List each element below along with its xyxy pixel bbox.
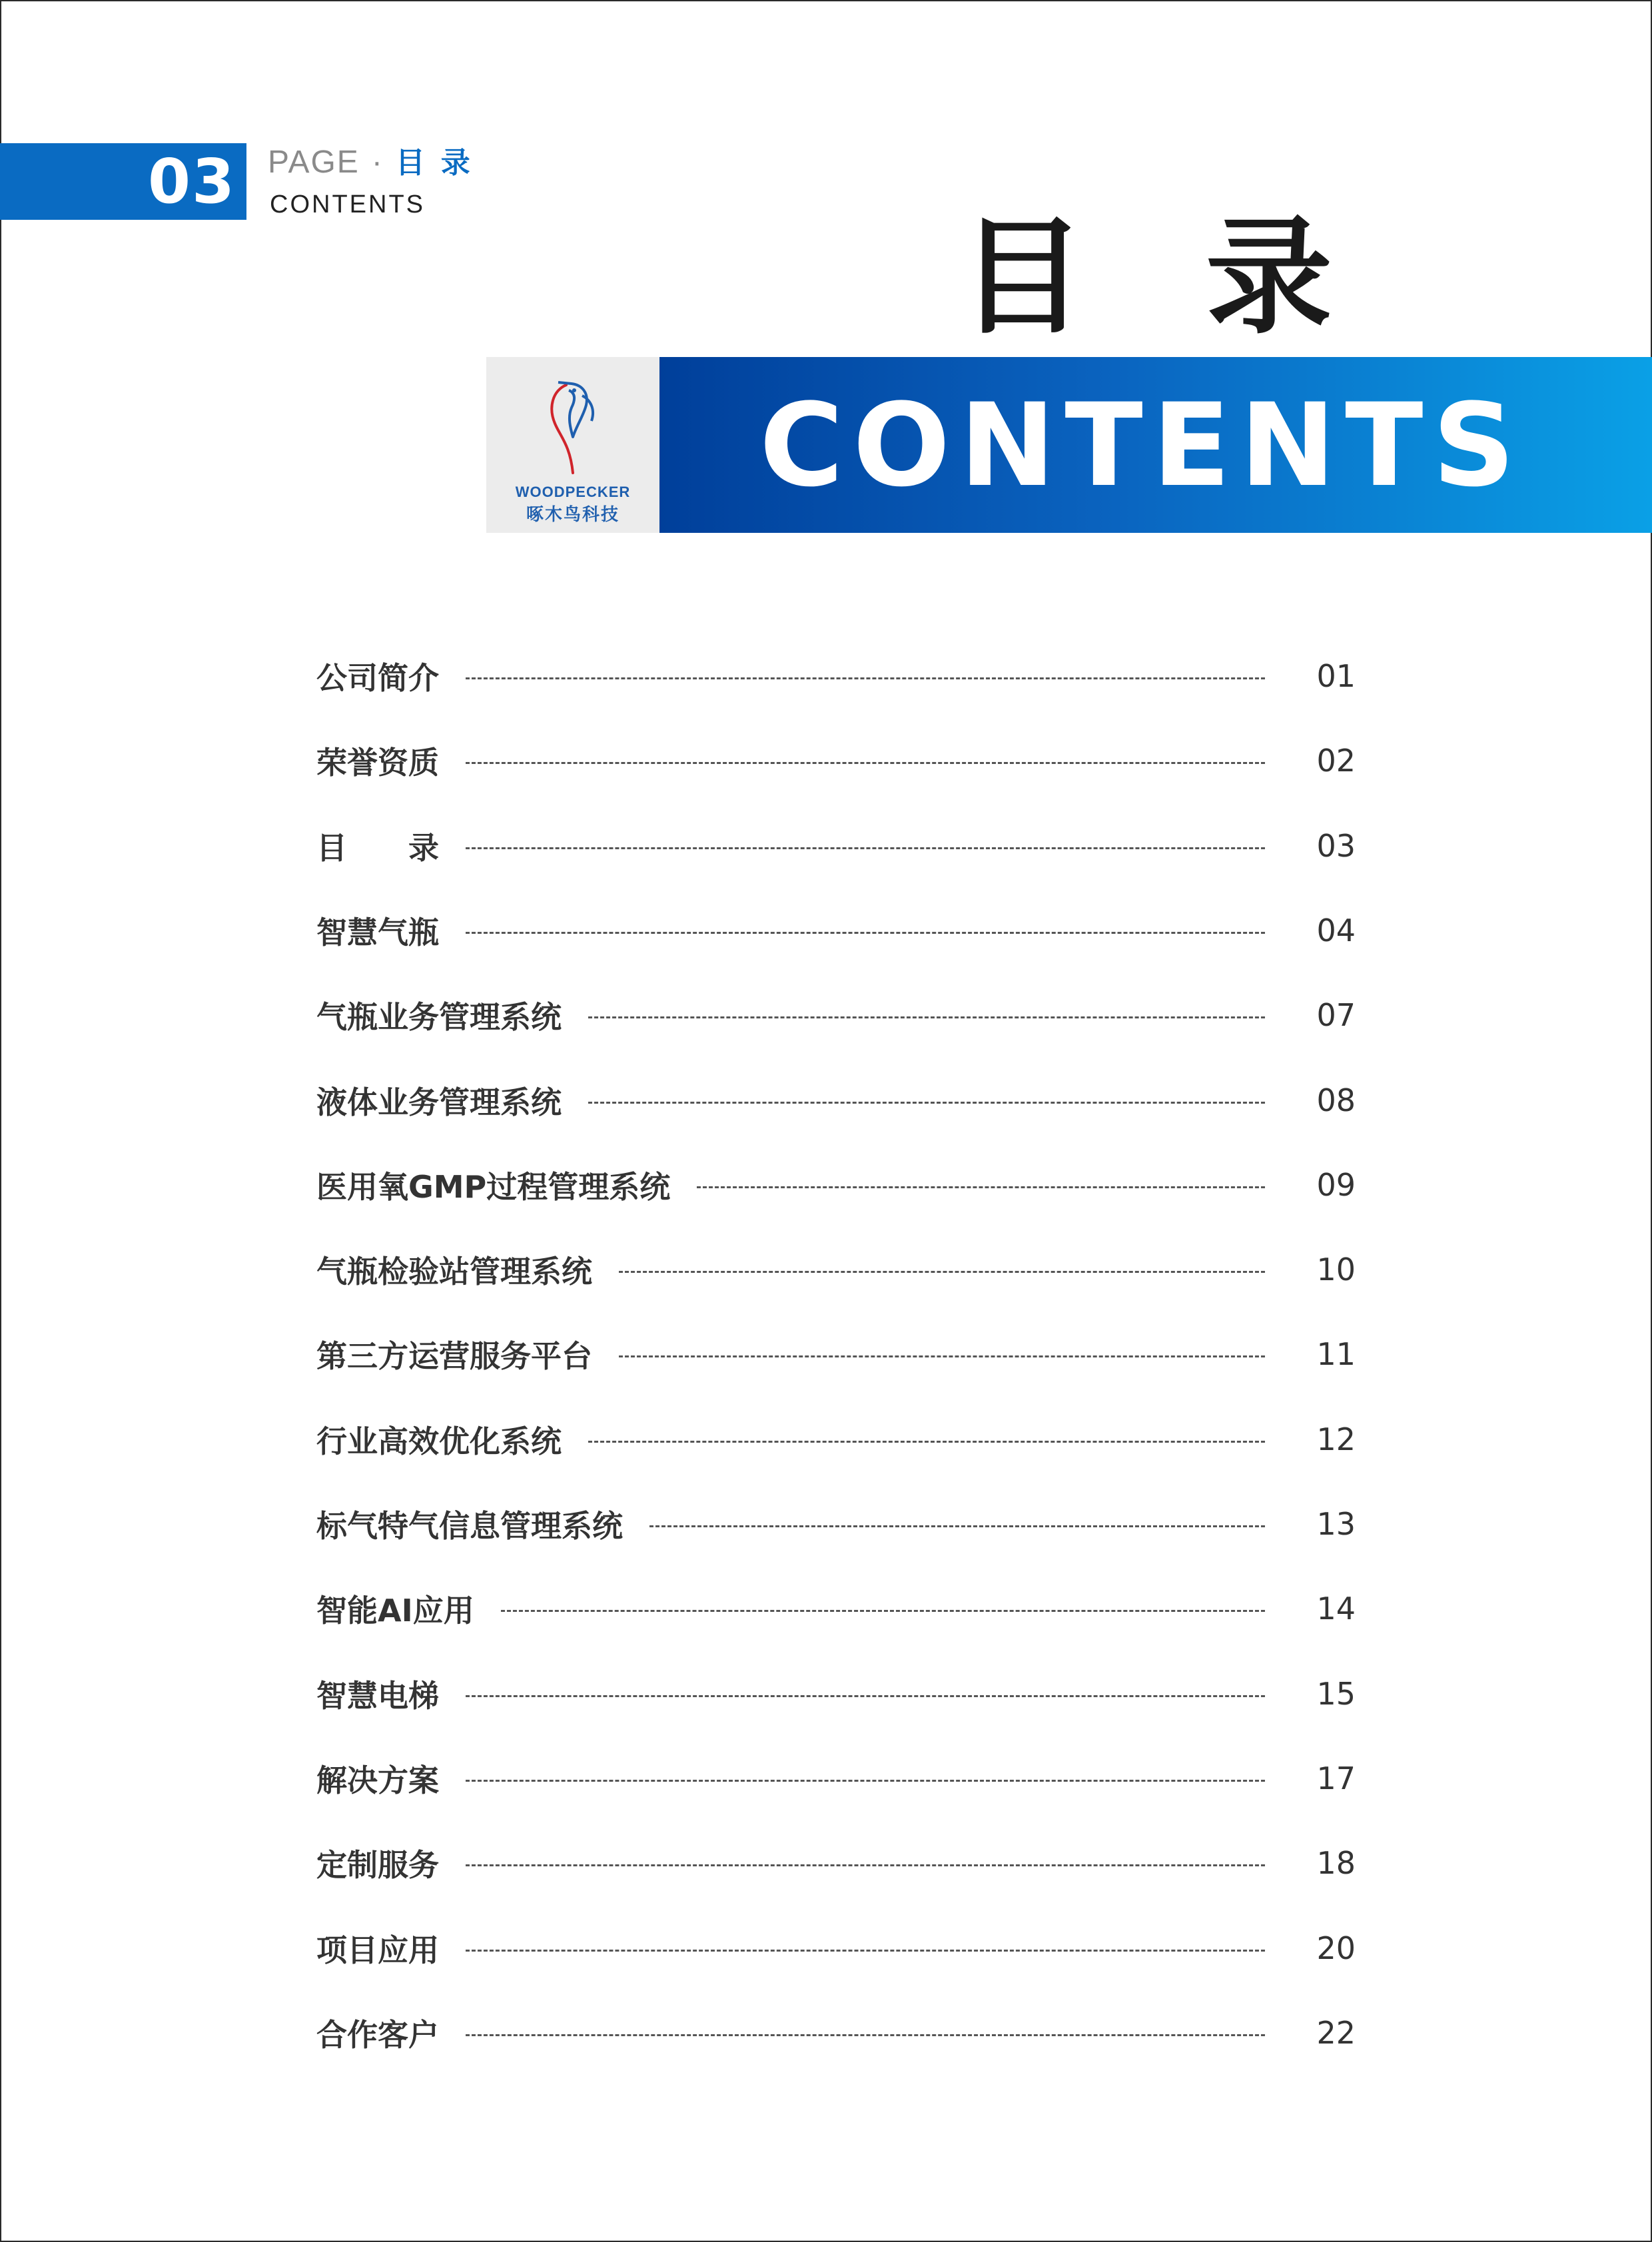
toc-leader-line bbox=[466, 1950, 1265, 1952]
toc-item-title: 行业高效优化系统 bbox=[316, 1423, 562, 1459]
toc-item-title: 定制服务 bbox=[316, 1847, 439, 1883]
toc-leader-line bbox=[697, 1186, 1265, 1188]
toc-leader-line bbox=[466, 1695, 1265, 1697]
toc-leader-line bbox=[466, 762, 1265, 764]
logo-name-cn: 啄木鸟科技 bbox=[526, 505, 620, 525]
toc-item[interactable] bbox=[316, 819, 1356, 873]
toc-item-page: 04 bbox=[1316, 913, 1356, 948]
toc-item-page: 13 bbox=[1316, 1506, 1356, 1542]
toc-leader-line bbox=[466, 677, 1265, 679]
page-section-en: CONTENTS bbox=[270, 190, 425, 218]
toc-item-title: 解决方案 bbox=[316, 1762, 439, 1798]
toc-item[interactable] bbox=[316, 988, 1356, 1042]
toc-item[interactable] bbox=[316, 649, 1356, 703]
toc-item[interactable] bbox=[316, 1158, 1356, 1212]
toc-item[interactable] bbox=[316, 904, 1356, 957]
company-logo bbox=[486, 357, 659, 533]
woodpecker-logo-icon bbox=[538, 373, 605, 480]
toc-leader-line bbox=[588, 1102, 1265, 1104]
toc-item[interactable] bbox=[316, 1667, 1356, 1720]
page-label-separator: · bbox=[371, 145, 384, 180]
toc-leader-line bbox=[466, 932, 1265, 934]
toc-leader-line bbox=[466, 1864, 1265, 1866]
toc-item-title: 合作客户 bbox=[316, 2017, 439, 2053]
toc-item-page: 09 bbox=[1316, 1167, 1356, 1203]
logo-name-en: WOODPECKER bbox=[515, 484, 631, 500]
toc-leader-line bbox=[466, 847, 1265, 849]
page-label bbox=[268, 139, 486, 181]
toc-item-page: 02 bbox=[1316, 743, 1356, 779]
toc-leader-line bbox=[501, 1610, 1265, 1612]
toc-item-title: 智慧气瓶 bbox=[316, 915, 439, 950]
toc-item[interactable] bbox=[316, 1582, 1356, 1635]
toc-item[interactable] bbox=[316, 1497, 1356, 1551]
toc-leader-line bbox=[466, 2034, 1265, 2036]
toc-item[interactable] bbox=[316, 1074, 1356, 1127]
toc-item[interactable] bbox=[316, 1243, 1356, 1296]
toc-leader-line bbox=[588, 1441, 1265, 1443]
toc-item-page: 20 bbox=[1316, 1930, 1356, 1966]
toc-item-title: 智能AI应用 bbox=[316, 1593, 474, 1629]
toc-item-title: 目 录 bbox=[316, 830, 439, 866]
toc-item-title: 荣誉资质 bbox=[316, 745, 439, 781]
contents-banner bbox=[659, 357, 1652, 533]
toc-item[interactable] bbox=[316, 1922, 1356, 1975]
toc-item-title: 液体业务管理系统 bbox=[316, 1084, 562, 1120]
toc-item-title: 气瓶检验站管理系统 bbox=[316, 1254, 592, 1290]
page-title bbox=[959, 200, 1332, 351]
toc-item-page: 11 bbox=[1316, 1336, 1356, 1372]
toc-item[interactable] bbox=[316, 734, 1356, 787]
toc-item[interactable] bbox=[316, 1752, 1356, 1805]
toc-item-page: 07 bbox=[1316, 997, 1356, 1033]
toc-item-page: 10 bbox=[1316, 1252, 1356, 1288]
toc-leader-line bbox=[649, 1525, 1265, 1527]
toc-item-page: 14 bbox=[1316, 1591, 1356, 1627]
toc-item-title: 公司简介 bbox=[316, 660, 439, 696]
page-number-tab bbox=[0, 143, 246, 220]
page-title-char-2: 录 bbox=[1205, 203, 1332, 351]
page-title-char-1: 目 bbox=[959, 203, 1086, 351]
toc-item-page: 15 bbox=[1316, 1676, 1356, 1712]
toc-item[interactable] bbox=[316, 1836, 1356, 1890]
toc-item-page: 01 bbox=[1316, 658, 1356, 694]
toc-leader-line bbox=[466, 1780, 1265, 1782]
toc-item-title: 项目应用 bbox=[316, 1932, 439, 1968]
toc-item-page: 17 bbox=[1316, 1760, 1356, 1796]
page-section-cn: 目录 bbox=[395, 146, 486, 180]
toc-leader-line bbox=[619, 1271, 1265, 1273]
toc-item-page: 12 bbox=[1316, 1421, 1356, 1457]
toc-item-page: 22 bbox=[1316, 2015, 1356, 2051]
toc-item-page: 08 bbox=[1316, 1082, 1356, 1118]
toc-item-page: 18 bbox=[1316, 1845, 1356, 1881]
toc-item[interactable] bbox=[316, 1413, 1356, 1466]
toc-leader-line bbox=[588, 1016, 1265, 1018]
toc-item[interactable] bbox=[316, 1327, 1356, 1381]
page-label-text: PAGE bbox=[268, 145, 360, 180]
toc-item-title: 智慧电梯 bbox=[316, 1678, 439, 1714]
toc-item-title: 标气特气信息管理系统 bbox=[316, 1508, 623, 1544]
toc-item[interactable] bbox=[316, 2006, 1356, 2059]
banner-title: CONTENTS bbox=[759, 378, 1525, 512]
toc-item-page: 03 bbox=[1316, 828, 1356, 864]
toc-leader-line bbox=[619, 1355, 1265, 1357]
toc-item-title: 气瓶业务管理系统 bbox=[316, 999, 562, 1035]
toc-item-title: 第三方运营服务平台 bbox=[316, 1338, 592, 1374]
toc-item-title: 医用氧GMP过程管理系统 bbox=[316, 1169, 671, 1205]
page-number: 03 bbox=[147, 146, 236, 217]
